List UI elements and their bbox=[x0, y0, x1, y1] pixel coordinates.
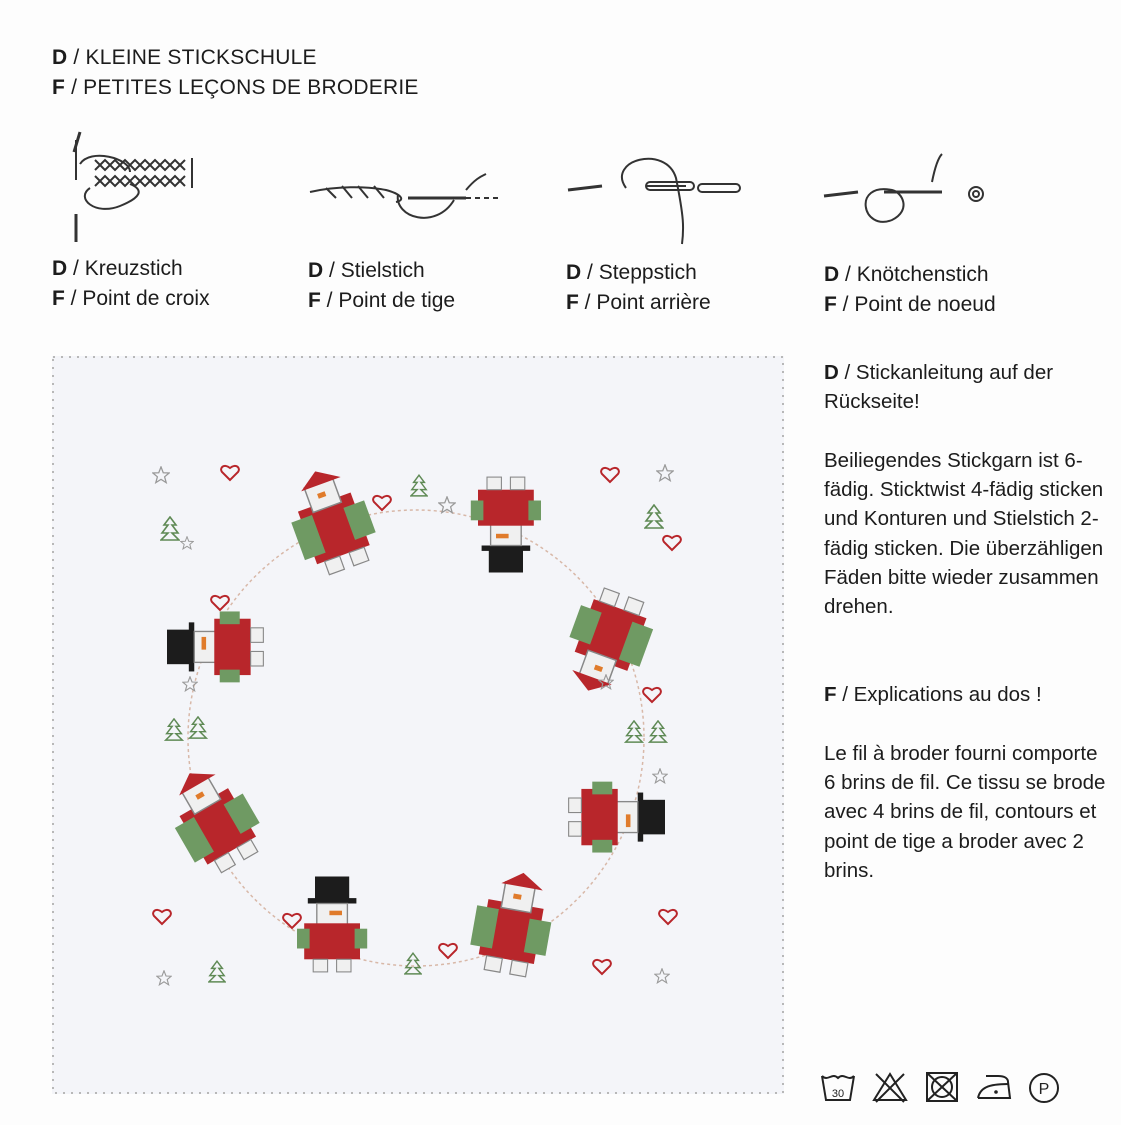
lang-code: D bbox=[52, 46, 68, 69]
stitch-name-de: Steppstich bbox=[598, 261, 697, 284]
cross-stitch-icon bbox=[50, 128, 200, 248]
back-stitch-icon bbox=[566, 148, 746, 248]
stitch-name-fr: Point de croix bbox=[82, 287, 210, 310]
iron-low-icon bbox=[974, 1070, 1014, 1104]
instructions-text: Le fil à broder fourni comporte 6 brins de fil. Ce tissu se brode avec 4 brins de fil, contours et point de tige a broder avec 2 brins. bbox=[824, 742, 1106, 882]
stitch-label-cross: D / Kreuzstich F / Point de croix bbox=[52, 257, 210, 310]
stitch-label-stem: D / Stielstich F / Point de tige bbox=[308, 259, 456, 312]
stitch-name-fr: Point arrière bbox=[596, 291, 711, 314]
separator: / bbox=[65, 76, 84, 99]
stitch-name-fr: Point de tige bbox=[338, 289, 456, 312]
separator: / bbox=[67, 46, 86, 69]
stitch-name-fr: Point de noeud bbox=[854, 293, 996, 316]
stitch-name-de: Stielstich bbox=[340, 259, 425, 282]
instructions-french-heading: F / Explications au dos ! bbox=[824, 683, 1042, 706]
instructions-text: Stickanleitung auf der Rückseite! bbox=[824, 361, 1054, 414]
lang-code: F bbox=[52, 76, 66, 99]
instructions-german-body bbox=[824, 446, 1114, 621]
svg-text:P: P bbox=[1038, 1081, 1050, 1098]
instructions-german-heading: D / Stickanleitung auf der Rückseite! bbox=[824, 361, 1054, 414]
title-text: PETITES LEÇONS DE BRODERIE bbox=[83, 76, 419, 99]
dry-clean-p-icon bbox=[1026, 1070, 1062, 1106]
instructions-text: Beiliegendes Stickgarn ist 6-fädig. Sticktwist 4-fädig sticken und Konturen und Stielstich 2-fädig sticken. Die überzähligen Fäden bitte wieder zusammen drehen. bbox=[824, 449, 1104, 619]
stitch-label-back: D / Steppstich F / Point arrière bbox=[566, 261, 711, 314]
title-german bbox=[52, 46, 317, 70]
title-text: KLEINE STICKSCHULE bbox=[85, 46, 317, 69]
embroidery-cloth-image bbox=[52, 356, 784, 1094]
no-bleach-icon bbox=[872, 1070, 908, 1104]
svg-text:30: 30 bbox=[831, 1088, 845, 1100]
stitch-name-de: Knötchenstich bbox=[856, 263, 989, 286]
instructions-french-body bbox=[824, 739, 1114, 885]
french-knot-icon bbox=[822, 152, 1002, 242]
title-french bbox=[52, 76, 419, 100]
instructions-text: Explications au dos ! bbox=[853, 683, 1042, 706]
stitch-name-de: Kreuzstich bbox=[84, 257, 183, 280]
wash-30-icon bbox=[820, 1070, 856, 1104]
stitch-label-knot: D / Knötchenstich F / Point de noeud bbox=[824, 263, 996, 316]
stem-stitch-icon bbox=[306, 170, 506, 240]
no-tumble-dry-icon bbox=[924, 1070, 960, 1104]
